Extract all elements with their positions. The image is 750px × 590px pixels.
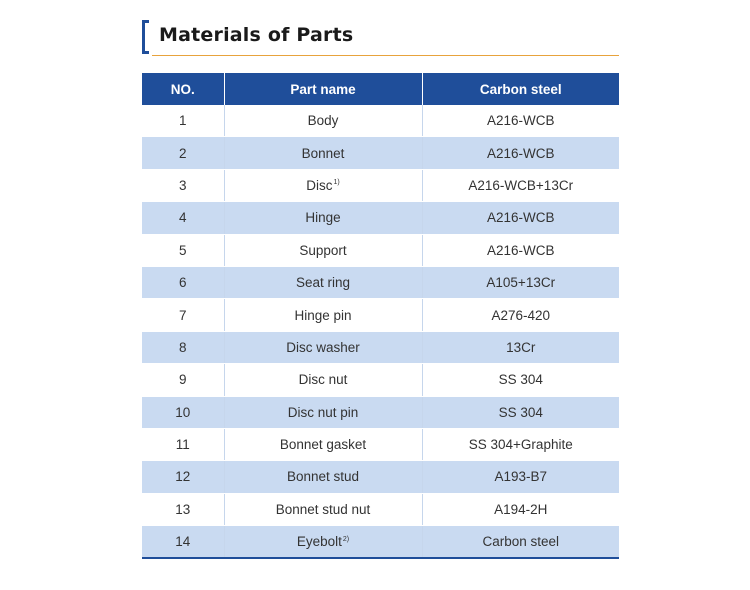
materials-table xyxy=(142,73,619,559)
part-name-text: Support xyxy=(299,242,347,258)
cell-material: A105+13Cr xyxy=(422,266,619,298)
table-body xyxy=(142,105,619,558)
table-row xyxy=(142,105,619,137)
table-row xyxy=(142,202,619,234)
cell-material: Carbon steel xyxy=(422,526,619,559)
cell-part-name xyxy=(224,234,422,266)
table-row xyxy=(142,137,619,169)
table-row xyxy=(142,234,619,266)
cell-no: 5 xyxy=(142,234,224,266)
cell-no: 11 xyxy=(142,428,224,460)
table-row xyxy=(142,266,619,298)
table-row xyxy=(142,428,619,460)
cell-part-name xyxy=(224,364,422,396)
cell-material: A276-420 xyxy=(422,299,619,331)
cell-part-name xyxy=(224,202,422,234)
part-name-text: Bonnet gasket xyxy=(279,437,367,453)
header-carbon-steel: Carbon steel xyxy=(422,73,619,105)
table-row xyxy=(142,299,619,331)
table-row xyxy=(142,493,619,525)
cell-material: A193-B7 xyxy=(422,461,619,493)
part-name-text: Bonnet xyxy=(301,145,345,161)
part-name-text: Body xyxy=(307,113,339,129)
cell-part-name xyxy=(224,169,422,201)
cell-no: 14 xyxy=(142,526,224,559)
part-name-text: Disc nut xyxy=(298,372,348,388)
section-title-block xyxy=(142,18,619,56)
part-name-text: Eyebolt xyxy=(296,534,342,550)
cell-part-name xyxy=(224,331,422,363)
cell-no: 9 xyxy=(142,364,224,396)
cell-material: SS 304 xyxy=(422,364,619,396)
part-name-text: Disc xyxy=(306,177,333,193)
table-row xyxy=(142,526,619,559)
cell-material: A216-WCB xyxy=(422,202,619,234)
cell-no: 4 xyxy=(142,202,224,234)
cell-part-name xyxy=(224,493,422,525)
table-row xyxy=(142,169,619,201)
table-row xyxy=(142,364,619,396)
cell-material: A194-2H xyxy=(422,493,619,525)
cell-part-name xyxy=(224,396,422,428)
cell-material: A216-WCB xyxy=(422,234,619,266)
table-row xyxy=(142,331,619,363)
cell-no: 12 xyxy=(142,461,224,493)
cell-material: A216-WCB+13Cr xyxy=(422,169,619,201)
cell-part-name xyxy=(224,428,422,460)
part-name-text: Bonnet stud nut xyxy=(275,501,371,517)
cell-no: 7 xyxy=(142,299,224,331)
part-name-text: Seat ring xyxy=(295,275,351,291)
cell-no: 2 xyxy=(142,137,224,169)
cell-no: 13 xyxy=(142,493,224,525)
bracket-icon xyxy=(142,20,149,54)
table-row xyxy=(142,396,619,428)
cell-no: 6 xyxy=(142,266,224,298)
header-part-name: Part name xyxy=(224,73,422,105)
cell-part-name xyxy=(224,299,422,331)
cell-no: 3 xyxy=(142,169,224,201)
table-header-row xyxy=(142,73,619,105)
cell-part-name xyxy=(224,266,422,298)
cell-material: SS 304+Graphite xyxy=(422,428,619,460)
part-name-text: Hinge xyxy=(305,210,341,226)
cell-part-name xyxy=(224,461,422,493)
cell-material: A216-WCB xyxy=(422,137,619,169)
footnote-marker: 2) xyxy=(342,535,350,543)
header-no: NO. xyxy=(142,73,224,105)
cell-part-name xyxy=(224,526,422,559)
footnote-marker: 1) xyxy=(333,179,340,187)
cell-no: 1 xyxy=(142,105,224,137)
table-row xyxy=(142,461,619,493)
cell-material: A216-WCB xyxy=(422,105,619,137)
cell-part-name xyxy=(224,137,422,169)
part-name-text: Hinge pin xyxy=(294,307,352,323)
page-title: Materials of Parts xyxy=(159,24,354,46)
title-underline xyxy=(152,55,619,56)
part-name-text: Bonnet stud xyxy=(286,469,360,485)
part-name-text: Disc washer xyxy=(286,339,360,355)
cell-no: 8 xyxy=(142,331,224,363)
cell-material: 13Cr xyxy=(422,331,619,363)
cell-part-name xyxy=(224,105,422,137)
cell-no: 10 xyxy=(142,396,224,428)
part-name-text: Disc nut pin xyxy=(287,404,359,420)
cell-material: SS 304 xyxy=(422,396,619,428)
